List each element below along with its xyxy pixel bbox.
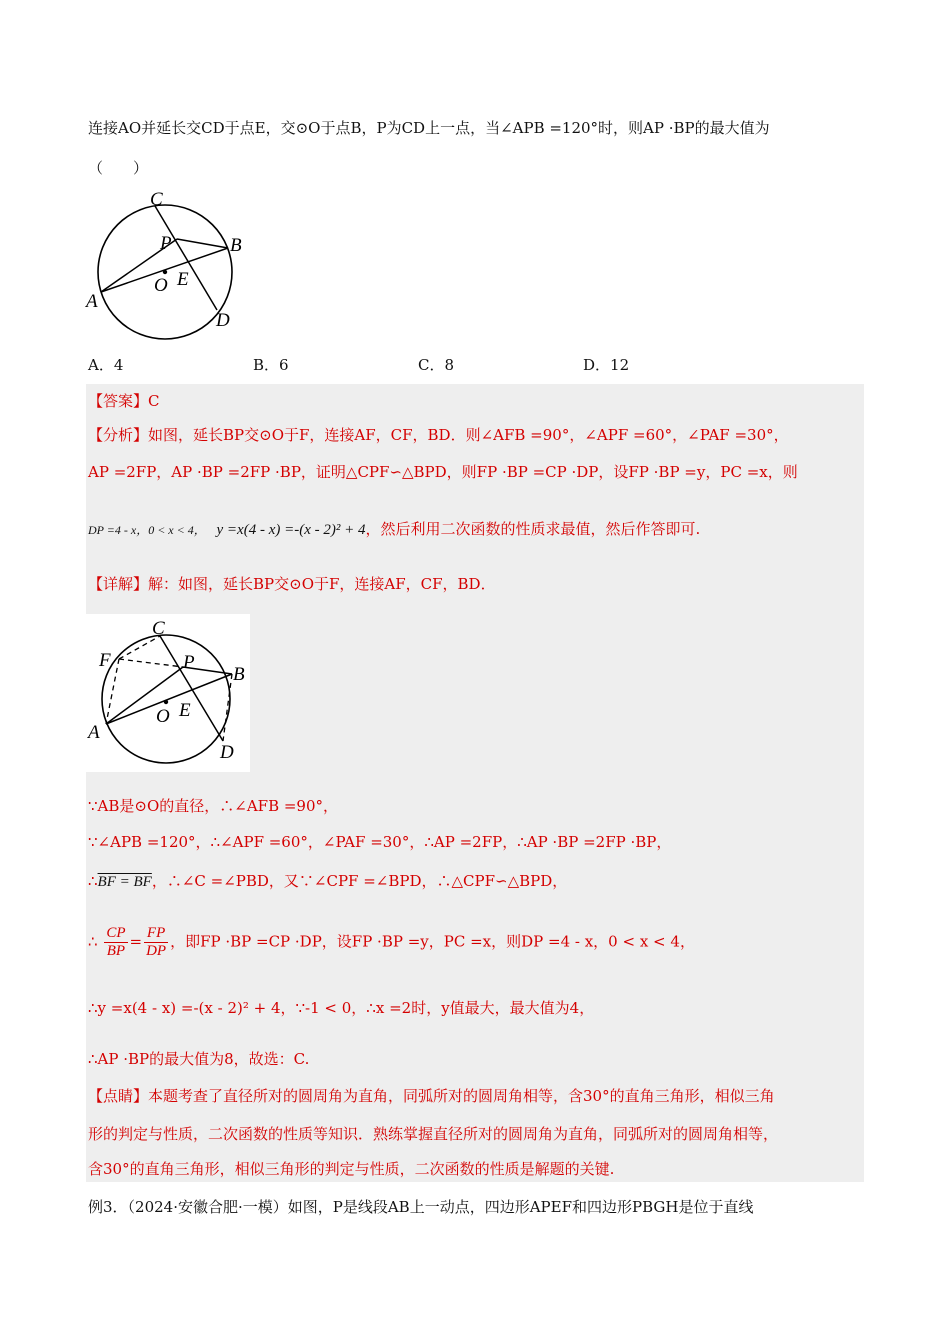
label-B: B (230, 235, 242, 256)
comment-line-2: 形的判定与性质，二次函数的性质等知识．熟练掌握直径所对的圆周角为直角，同弧所对的圆周角相等， (88, 1125, 779, 1143)
answer-value: C (148, 392, 160, 410)
comment-tag: 【点睛】 (88, 1087, 149, 1105)
analysis-line-3: DP =4 - x，0 < x < 4， y =x(4 - x) =-(x - 2)² + 4，然后利用二次函数的性质求最值，然后作答即可. (88, 520, 701, 538)
fraction-fp-dp: $\frac{FP}{DP}$ (146, 925, 167, 959)
option-b: B．6 (253, 356, 289, 374)
label-E: E (177, 269, 189, 290)
analysis-line-2: AP =2FP，AP ·BP =2FP ·BP，证明△CPF∽△BPD，则FP ·BP =CP ·DP，设FP ·BP =y，PC =x，则 (88, 463, 798, 481)
detail-step-4: ∴ $\frac{CP}{BP}$ = $\frac{FP}{DP}$ ，即FP ·BP =CP ·DP，设FP ·BP =y，PC =x，则DP =4 - x，0 < x < 4， (88, 925, 695, 959)
analysis-tag: 【分析】 (88, 426, 149, 444)
detail-step-5: ∴y =x(4 - x) =-(x - 2)² + 4，∵-1 < 0，∴x =2时，y值最大，最大值为4， (88, 999, 595, 1017)
label-A-2: A (88, 722, 100, 743)
detail-step-6: ∴AP ·BP的最大值为8，故选：C. (88, 1050, 310, 1068)
detail-intro: 【详解】解：如图，延长BP交⊙O于F，连接AF，CF，BD． (88, 575, 496, 593)
answer-tag: 【答案】 (88, 392, 149, 410)
detail-step-1: ∵AB是⊙O的直径，∴∠AFB =90°， (88, 797, 339, 815)
detail-step-3: ∴BF = BF，∴∠C =∠PBD，又∵∠CPF =∠BPD，∴△CPF∽△BPD， (88, 872, 568, 890)
circle-figure-1 (80, 185, 270, 345)
fraction-cp-bp: $\frac{CP}{BP}$ (106, 925, 126, 959)
next-example: 例3．（2024·安徽合肥·一模）如图，P是线段AB上一动点，四边形APEF和四边形PBGH是位于直线 (88, 1198, 754, 1216)
detail-tag: 【详解】 (88, 575, 149, 593)
comment-line-1: 【点睛】本题考查了直径所对的圆周角为直角，同弧所对的圆周角相等，含30°的直角三角形，相似三角 (88, 1087, 775, 1105)
analysis-line-1: 【分析】如图，延长BP交⊙O于F，连接AF，CF，BD．则∠AFB =90°，∠APF =60°，∠PAF =30°， (88, 426, 789, 444)
option-d: D．12 (583, 356, 630, 374)
label-D: D (216, 310, 230, 331)
label-C-2: C (152, 618, 165, 639)
label-B-2: B (233, 664, 245, 685)
label-P-2: P (183, 652, 195, 673)
detail-step-2: ∵∠APB =120°，∴∠APF =60°，∠PAF =30°，∴AP =2FP，∴AP ·BP =2FP ·BP， (88, 833, 672, 851)
label-O: O (154, 275, 168, 296)
label-F-2: F (99, 650, 111, 671)
option-a: A．4 (88, 356, 124, 374)
label-D-2: D (220, 742, 234, 763)
label-C: C (150, 189, 163, 210)
comment-line-3: 含30°的直角三角形，相似三角形的判定与性质，二次函数的性质是解题的关键. (88, 1160, 615, 1178)
question-line-2: （ ） (88, 159, 149, 177)
label-A: A (86, 291, 98, 312)
answer-line (88, 390, 160, 411)
option-c: C．8 (418, 356, 455, 374)
circle-figure-2 (86, 614, 250, 772)
arc-equality: BF = BF (97, 874, 152, 890)
label-E-2: E (179, 700, 191, 721)
question-line-1: 连接AO并延长交CD于点E，交⊙O于点B，P为CD上一点，当∠APB =120°时，则AP ·BP的最大值为 (88, 119, 770, 137)
label-O-2: O (156, 706, 170, 727)
label-P: P (160, 233, 172, 254)
